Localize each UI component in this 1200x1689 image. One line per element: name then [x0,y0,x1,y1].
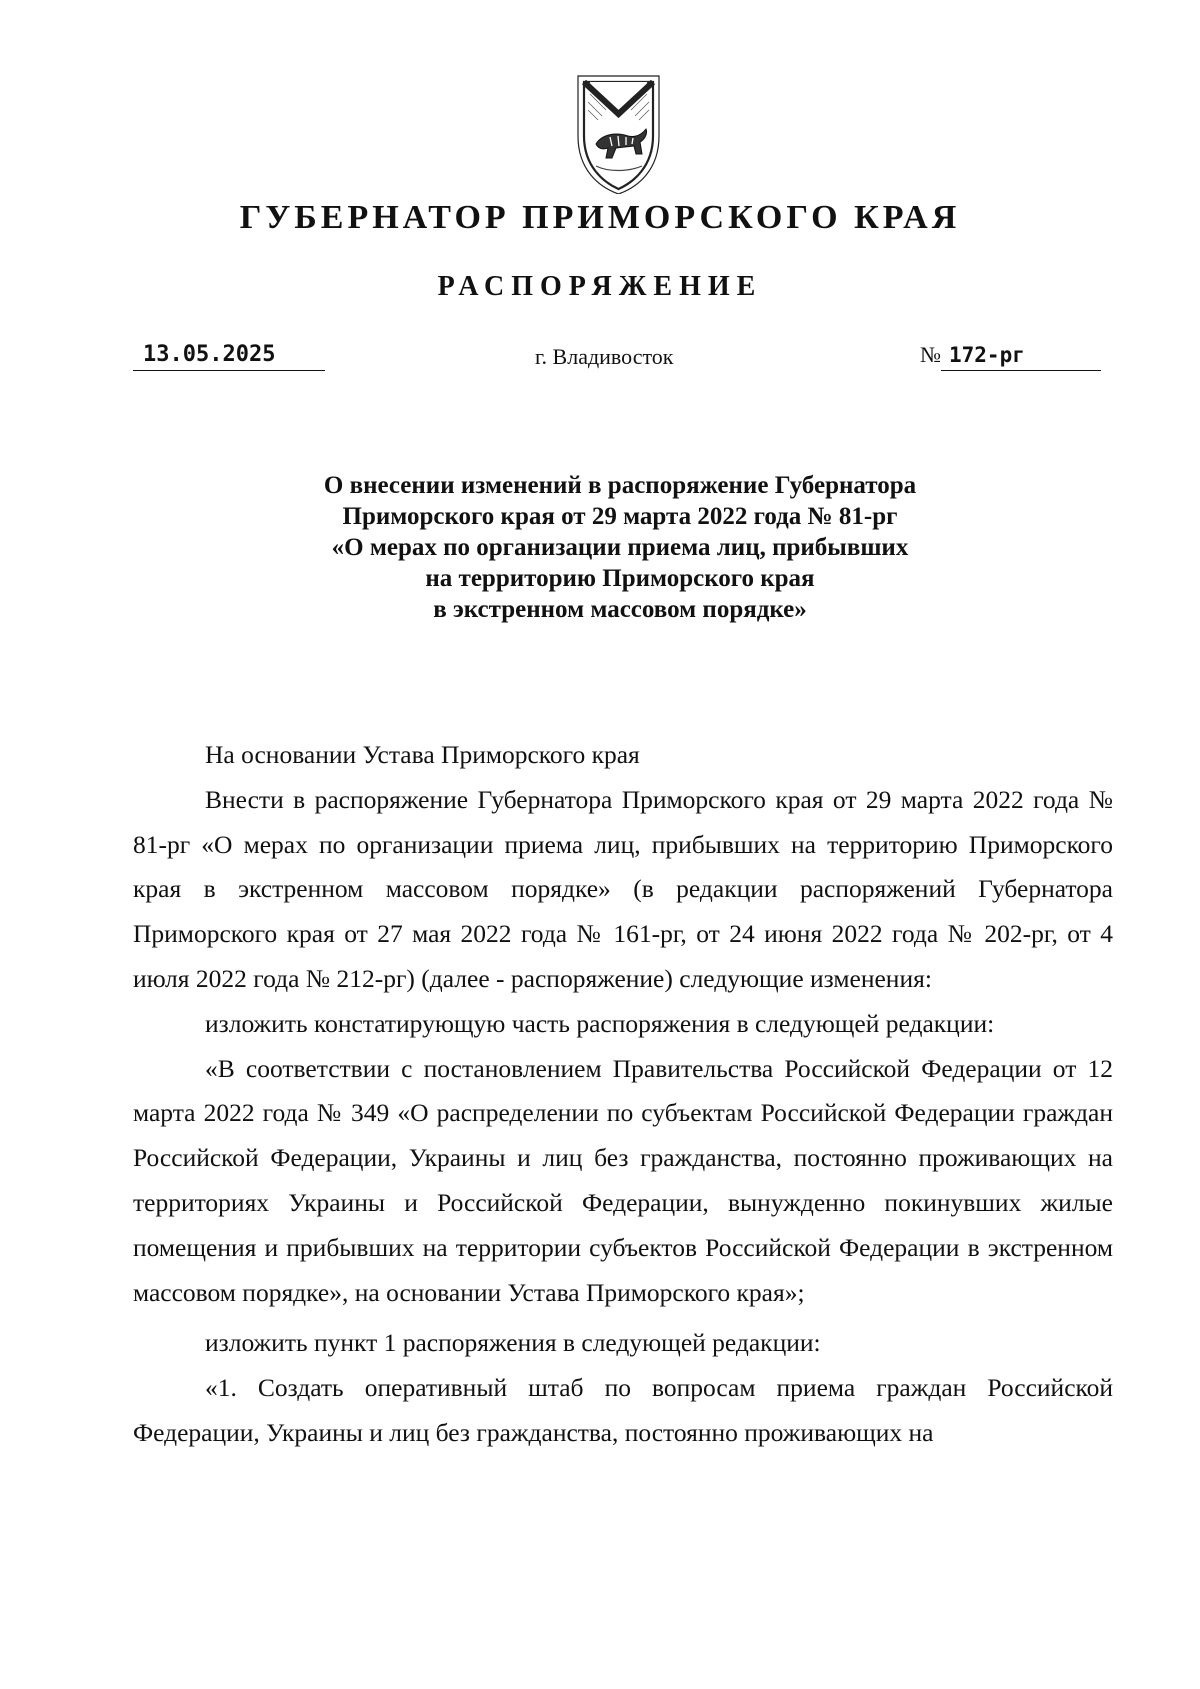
body-paragraph: «В соответствии с постановлением Правительства Российской Федерации от 12 марта 2022 года № 349 «О распределении по субъектам Российской Федерации граждан Российской Федерации, Украины и лиц без гражданства, постоянно проживающих на территориях Украины и Российской Федерации, вынужденно покинувших жилые помещения и прибывших на территории субъектов Российской Федерации в экстренном массовом порядке», на основании Устава Приморского края»; [133,1053,1113,1307]
document-date: 13.05.2025 [133,340,325,371]
body-paragraph: изложить пункт 1 распоряжения в следующей редакции: [205,1328,821,1358]
document-city: г. Владивосток [535,344,674,369]
subject-line: в экстренном массовом порядке» [433,596,807,623]
document-subject [0,470,1200,625]
authority-title: ГУБЕРНАТОР ПРИМОРСКОГО КРАЯ [239,199,961,236]
subject-line: на территорию Приморского края [425,565,815,592]
subject-line: Приморского края от 29 марта 2022 года № 81-рг [342,503,898,530]
body-paragraph: На основании Устава Приморского края [205,740,640,769]
document-type: РАСПОРЯЖЕНИЕ [437,271,763,302]
number-value: 172-рг [941,340,1101,371]
subject-line: «О мерах по организации приема лиц, прибывших [331,534,909,561]
body-paragraph: «1. Создать оперативный штаб по вопросам приема граждан Российской Федерации, Украины и лиц без гражданства, постоянно проживающих на [133,1373,1113,1447]
body-paragraph: Внести в распоряжение Губернатора Приморского края от 29 марта 2022 года № 81-рг «О мерах по организации приема лиц, прибывших на территорию Приморского края в экстренном массовом порядке» (в редакции распоряжений Губернатора Приморского края от 27 мая 2022 года № 161-рг, от 24 июня 2022 года № 202-рг, от 4 июля 2022 года № 212-рг) (далее - распоряжение) следующие изменения: [133,784,1113,993]
subject-line: О внесении изменений в распоряжение Губернатора [323,472,917,499]
number-prefix: № [920,342,941,367]
document-number [920,340,1101,371]
coat-of-arms-icon [566,74,671,194]
body-paragraph: изложить констатирующую часть распоряжения в следующей редакции: [205,1008,995,1038]
document-body [133,733,1113,1456]
